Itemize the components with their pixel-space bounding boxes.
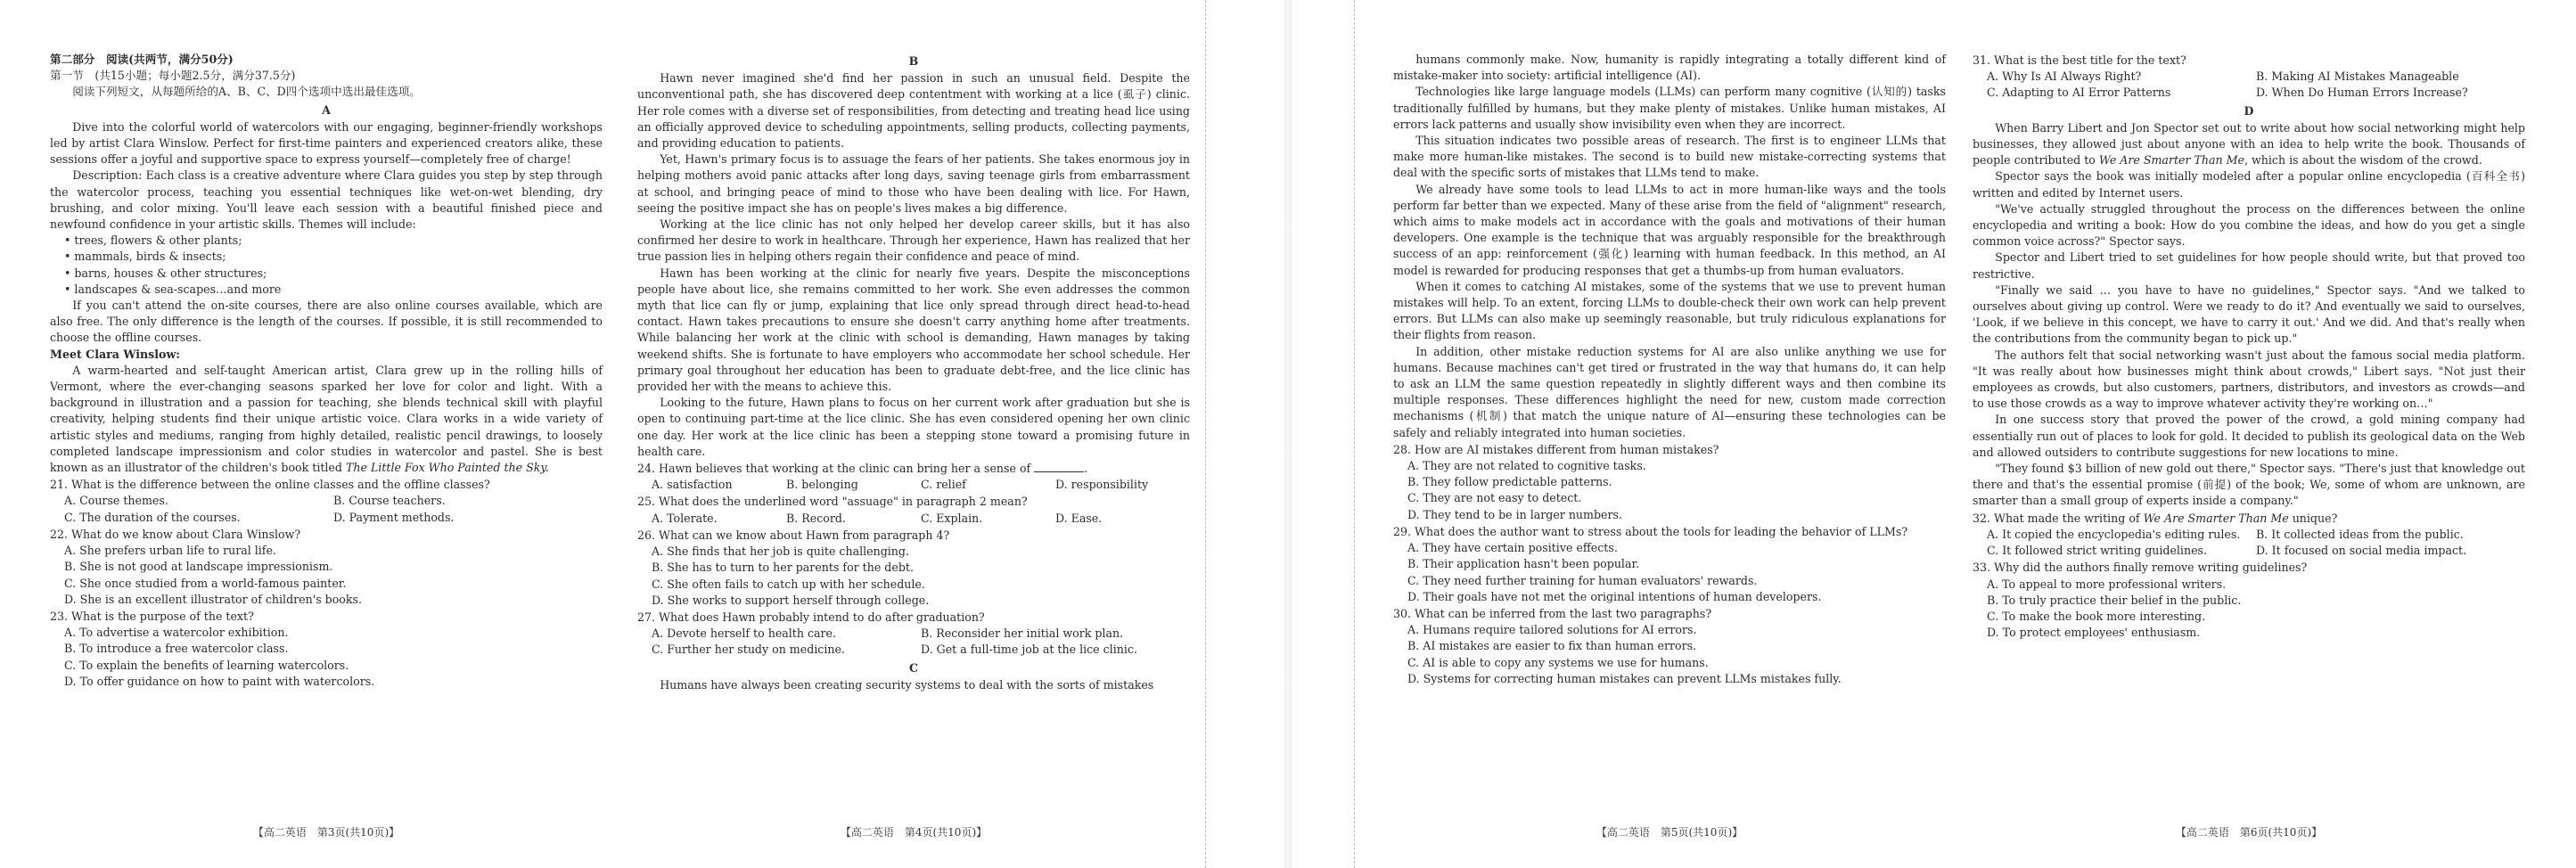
binding-dash-left (1205, 0, 1206, 868)
option: C. It followed strict writing guidelines. (1987, 544, 2207, 558)
passage-letter-c: C (908, 660, 919, 675)
stem-title: We Are Smarter Than Me (2143, 511, 2289, 525)
binding-dash-right (1354, 0, 1355, 868)
options (637, 626, 1190, 658)
answer-blank (1034, 461, 1084, 472)
page-5-column (1393, 52, 1946, 687)
option: A. Tolerate. (652, 511, 718, 525)
option: D. It focused on social media impact. (2256, 544, 2467, 558)
stem-text: 32. What made the writing of (1973, 511, 2140, 525)
paragraph: The authors felt that social networking wasn't just about the famous social media platform. "It was really about how businesses might think about crowds," Libert says. "Not just their employees as crowds, but also customers, partners, distributors, and investors as crowds—and to use those crowds as a way to improve whatever activity they're working on…" (1973, 348, 2525, 411)
option: D. To offer guidance on how to paint with watercolors. (64, 674, 375, 688)
paragraph: Spector says the book was initially modeled after a popular online encyclopedia (百科全书) written and edited by Internet users. (1973, 169, 2525, 200)
question-stem (50, 609, 603, 625)
question-stem (637, 610, 1190, 626)
paragraph: In one success story that proved the power of the crowd, a gold mining company had essentially run out of places to look for gold. It decided to publish its geological data on the Web and allowed outsiders to contribute suggestions for new locations to mine. (1973, 413, 2525, 459)
option: D. responsibility (1055, 478, 1149, 492)
paragraph: Looking to the future, Hawn plans to focus on her current work after graduation but she is open to continuing part-time at the lice clinic. She has even considered opening her own clinic one day. Her work at the lice clinic has been a stepping stone toward a promising future in health care. (637, 396, 1190, 458)
options (1973, 527, 2525, 559)
questions-32-33 (1973, 511, 2525, 642)
passage-letter-d: D (2244, 103, 2254, 118)
option: C. Adapting to AI Error Patterns (1987, 86, 2171, 100)
option: B. belonging (786, 478, 858, 492)
passage-d-intro (1973, 120, 2525, 169)
stem-text: 30. What can be inferred from the last two paragraphs? (1393, 606, 1712, 620)
question-31 (1973, 53, 2525, 102)
option: D. They tend to be in larger numbers. (1407, 507, 1622, 521)
stem-text: 27. What does Hawn probably intend to do after graduation? (637, 610, 985, 624)
meet-heading: Meet Clara Winslow: (50, 347, 180, 361)
paragraph: This situation indicates two possible areas of research. The first is to engineer LLMs that make more human-like mistakes. The second is to build new mistake-correcting systems that deal with the specific sorts of mistakes that LLMs tend to make. (1393, 134, 1946, 180)
passage-letter-b: B (908, 54, 919, 68)
question-stem (1973, 53, 2525, 69)
option: C. The duration of the courses. (64, 510, 241, 524)
question-stem (1973, 560, 2525, 576)
stem-text: 28. How are AI mistakes different from human mistakes? (1393, 442, 1719, 456)
theme-item: • mammals, birds & insects; (64, 250, 226, 264)
questions-28-30 (1393, 442, 1946, 687)
page-4-column (637, 52, 1190, 693)
option: B. AI mistakes are easier to fix than human errors. (1407, 639, 1697, 653)
options (50, 625, 603, 690)
paragraph: Technologies like large language models (LLMs) can perform many cognitive (认知的) tasks traditionally fulfilled by humans, but they make plenty of mistakes. Unlike human mistakes, AI errors lack patterns and usually show invisibility even when they are incorrect. (1393, 85, 1946, 131)
option: A. Devote herself to health care. (652, 626, 837, 641)
options (1973, 577, 2525, 642)
section-heading: 第一节 (共15小题；每小题2.5分，满分37.5分) (50, 69, 296, 83)
page-6-footer: 【高二英语 第6页(共10页)】 (2175, 826, 2323, 839)
book-title: We Are Smarter Than Me (2098, 153, 2244, 168)
question-stem (50, 477, 603, 493)
option: D. She works to support herself through college. (652, 593, 930, 607)
option: D. Their goals have not met the original intentions of human developers. (1407, 589, 1822, 603)
stem-text: 22. What do we know about Clara Winslow? (50, 527, 301, 541)
paragraph: Hawn has been working at the clinic for nearly five years. Despite the misconceptions people have about lice, she remains committed to her work. She even addresses the common myth that lice can fly or jump, explaining that lice only spread through direct head-to-head contact. Hawn takes precautions to ensure she doesn't carry anything home after treatments. While balancing her work at the clinic with school is demanding, Hawn manages by taking weekend shifts. She is fortunate to have employers who accommodate her school schedule. Her primary goal throughout her education has been to graduate debt-free, and the lice clinic has provided her with the means to achieve this. (637, 266, 1190, 394)
option: B. They follow predictable patterns. (1407, 475, 1612, 489)
options (50, 493, 603, 525)
passage-c-paragraphs (1393, 52, 1946, 441)
question-stem (637, 494, 1190, 510)
page-3-footer: 【高二英语 第3页(共10页)】 (252, 826, 400, 839)
option: B. Reconsider her initial work plan. (921, 626, 1124, 641)
stem-text: 23. What is the purpose of the text? (50, 609, 254, 623)
option: A. Humans require tailored solutions for AI errors. (1407, 623, 1697, 637)
option: B. To introduce a free watercolor class. (64, 642, 289, 656)
paragraph: When it comes to catching AI mistakes, some of the systems that we use to prevent human mistakes will help. To an extent, forcing LLMs to double-check their own work can help prevent errors. But LLMs can also make up seemingly reasonable, but truly ridiculous explanations for their flights from reason. (1393, 279, 1946, 342)
questions-21-23 (50, 477, 603, 690)
paragraph: In addition, other mistake reduction systems for AI are also unlike anything we use for humans. Because machines can't get tired or frustrated in the way that humans do, it can help to ask an LLM the same question repeatedly in slightly different ways and then combine its multiple responses. These differences highlight the need for new, custom made correction mechanisms (机制) that match the unique nature of AI—ensuring these technologies can be safely and reliably integrated into human societies. (1393, 344, 1946, 439)
option: D. Get a full-time job at the lice clinic. (921, 643, 1137, 657)
option: A. They have certain positive effects. (1407, 541, 1618, 555)
paragraph: Yet, Hawn's primary focus is to assuage the fears of her patients. She takes enormous joy in helping mothers avoid panic attacks after long days, saving teenage girls from embarrassment at school, and bringing peace of mind to those who have been dealing with lice. For Hawn, seeing the positive impact she has on people's lives makes a big difference. (637, 152, 1190, 215)
options (1973, 69, 2525, 101)
theme-item: • barns, houses & other structures; (64, 266, 267, 280)
bio-text: A warm-hearted and self-taught American artist, Clara grew up in the rolling hills of Vermont, where the ever-changing seasons sparked her love for color and light. With a background in illustration and a passion for teaching, she blends technical skill with playful creativity, helping students find their unique artistic voice. Clara works in a wide variety of artistic styles and mediums, ranging from highly detailed, realistic pencil drawings, to loosely completed landscape impressionism and color studies in watercolor and pastel. She is best known as an illustrator of the children's book titled (50, 363, 603, 475)
question-stem (50, 527, 603, 543)
option: D. To protect employees' enthusiasm. (1987, 626, 2201, 640)
options (50, 543, 603, 608)
option: A. It copied the encyclopedia's editing rules. (1987, 527, 2241, 541)
questions-24-27 (637, 461, 1190, 658)
option: A. She prefers urban life to rural life. (64, 544, 276, 558)
question-stem: 24. Hawn believes that working at the clinic can bring her a sense of . (637, 462, 1088, 476)
intro-text-end: , which is about the wisdom of the crowd. (2244, 153, 2482, 168)
page-3-column (50, 52, 603, 690)
option: C. Explain. (921, 511, 983, 525)
theme-item: • trees, flowers & other plants; (64, 233, 242, 248)
option: C. She once studied from a world-famous painter. (64, 576, 347, 590)
passage-b-paragraphs (637, 70, 1190, 460)
options (1393, 458, 1946, 523)
option: A. To appeal to more professional writers. (1987, 577, 2227, 591)
paragraph: humans commonly make. Now, humanity is rapidly integrating a totally different kind of mistake-maker into society: artificial intelligence (AI). (1393, 53, 1946, 83)
passage-letter-a: A (322, 102, 331, 117)
question-stem (1393, 442, 1946, 458)
online-paragraph: If you can't attend the on-site courses, there are also online courses available, which are also free. The only difference is the length of the courses. If possible, it is still recommended to choose the offline courses. (50, 299, 603, 345)
option: B. She has to turn to her parents for the debt. (652, 561, 914, 575)
options (1393, 540, 1946, 605)
options (1393, 622, 1946, 687)
passage-c-start: Humans have always been creating security systems to deal with the sorts of mistakes (660, 677, 1154, 692)
part-heading: 第二部分 阅读(共两节，满分50分) (50, 53, 234, 66)
stem-text: 29. What does the author want to stress about the tools for leading the behavior of LLMs? (1393, 524, 1908, 538)
paragraph: Description: Each class is a creative adventure where Clara guides you step by step through the watercolor process, teaching you essential techniques like wet-on-wet blending, dry brushing, and color mixing. You'll leave each session with a beautiful finished piece and newfound confidence in your artistic skills. Themes will include: (50, 168, 603, 232)
option: B. Their application hasn't been popular. (1407, 557, 1640, 571)
page-5-footer: 【高二英语 第5页(共10页)】 (1596, 826, 1743, 839)
option: B. It collected ideas from the public. (2256, 527, 2464, 541)
option: A. satisfaction (652, 478, 733, 492)
page-4-footer: 【高二英语 第4页(共10页)】 (840, 826, 988, 839)
option: B. Making AI Mistakes Manageable (2256, 70, 2459, 84)
theme-item: • landscapes & sea-scapes…and more (64, 282, 282, 296)
option: A. To advertise a watercolor exhibition. (64, 626, 289, 640)
option: D. Ease. (1055, 511, 1103, 525)
passage-d-paragraphs (1973, 168, 2525, 509)
option: B. She is not good at landscape impressionism. (64, 560, 333, 574)
options (637, 511, 1190, 527)
option: C. They need further training for human evaluators' rewards. (1407, 573, 1758, 587)
stem-text: 31. What is the best title for the text? (1973, 53, 2186, 67)
paragraph: Hawn never imagined she'd find her passion in such an unusual field. Despite the unconventional path, she has discovered deep contentment with working at a lice (虱子) clinic. Her role comes with a diverse set of responsibilities, from detecting and treating head lice using an officially approved device to scheduling appointments, selling products, collecting payments, and providing education to patients. (637, 71, 1190, 151)
question-stem (637, 528, 1190, 544)
paragraph: We already have some tools to lead LLMs to act in more human-like ways and the tools perform far better than we expected. Many of these arise from the field of "alignment" research, which aims to make models act in accordance with the goals and motivations of their human developers. One example is the technique that was arguably responsible for the breakthrough success of an app: reinforcement (强化) learning with human feedback. In this method, an AI model is rewarded for producing responses that get a thumbs-up from human evaluators. (1393, 182, 1946, 277)
question-stem (1393, 524, 1946, 540)
options (637, 544, 1190, 609)
option: D. When Do Human Errors Increase? (2256, 86, 2468, 100)
option: C. To make the book more interesting. (1987, 609, 2206, 623)
book-title: The Little Fox Who Painted the Sky. (345, 461, 549, 475)
option: C. They are not easy to detect. (1407, 491, 1582, 505)
paragraph: Spector and Libert tried to set guidelines for how people should write, but that proved too restrictive. (1973, 250, 2525, 281)
stem-text: 26. What can we know about Hawn from paragraph 4? (637, 528, 950, 542)
option: B. Course teachers. (333, 494, 446, 508)
stem-text-end: unique? (2292, 511, 2338, 525)
paragraph: "Finally we said … you have to have no guidelines," Spector says. "And we talked to ourselves about giving up control. Were we ready to do it? And eventually we said to ourselves, 'Look, if we believe in this concept, we have to carry it out.' And we did. And that's really when the contributions from the community began to pick up." (1973, 283, 2525, 346)
option: A. She finds that her job is quite challenging. (652, 545, 909, 559)
option: C. She often fails to catch up with her schedule. (652, 577, 925, 591)
option: C. AI is able to copy any systems we use for humans. (1407, 655, 1709, 669)
stem-text: 33. Why did the authors finally remove writing guidelines? (1973, 561, 2308, 575)
themes-list (50, 233, 603, 298)
spread-right (1288, 0, 2576, 868)
option: C. relief (921, 478, 966, 492)
options (637, 477, 1190, 493)
page-6-column (1973, 52, 2525, 641)
bio-paragraph (50, 363, 603, 476)
stem-text: 24. Hawn believes that working at the clinic can bring her a sense of (637, 462, 1031, 476)
question-stem (1973, 511, 2525, 527)
option: D. Payment methods. (333, 510, 455, 524)
question-stem (1393, 606, 1946, 622)
passage-a-paragraphs (50, 119, 603, 233)
paragraph: Dive into the colorful world of watercolors with our engaging, beginner-friendly workshops led by artist Clara Winslow. Perfect for first-time painters and experienced creators alike, these sessions offer a joyful and supportive space to express yourself—completely free of charge! (50, 119, 603, 167)
instructions: 阅读下列短文，从每题所给的A、B、C、D四个选项中选出最佳选项。 (72, 85, 421, 99)
option: D. Systems for correcting human mistakes can prevent LLMs mistakes fully. (1407, 671, 1842, 685)
option: A. Course themes. (64, 494, 168, 508)
stem-text: 21. What is the difference between the online classes and the offline classes? (50, 478, 490, 492)
option: A. They are not related to cognitive tasks. (1407, 459, 1646, 473)
option: A. Why Is AI Always Right? (1987, 70, 2142, 84)
option: D. She is an excellent illustrator of children's books. (64, 592, 362, 606)
stem-text: 25. What does the underlined word "assuage" in paragraph 2 mean? (637, 495, 1028, 509)
option: B. Record. (786, 511, 846, 525)
intro-text: When Barry Libert and Jon Spector set out to write about how social networking might help businesses, they allowed just about anyone with an idea to help write the book. Thousands of people contributed to (1973, 120, 2525, 168)
option: C. Further her study on medicine. (652, 643, 845, 657)
paragraph: Working at the lice clinic has not only helped her develop career skills, but it has also confirmed her desire to work in healthcare. Through her experience, Hawn has realized that her true passion lies in helping others regain their confidence and peace of mind. (637, 217, 1190, 264)
option: C. To explain the benefits of learning watercolors. (64, 658, 349, 672)
paragraph: "We've actually struggled throughout the process on the differences between the online encyclopedia and writing a book: How do you combine the ideas, and how do you get a single common voice across?" Spector says. (1973, 201, 2525, 249)
paragraph: "They found $3 billion of new gold out there," Spector says. "There's just that knowledge out there and that's the essential promise (前提) of the book; We, some of whom are unknown, are smarter than a small group of experts inside a company." (1973, 462, 2525, 508)
option: B. To truly practice their belief in the public. (1987, 593, 2242, 607)
